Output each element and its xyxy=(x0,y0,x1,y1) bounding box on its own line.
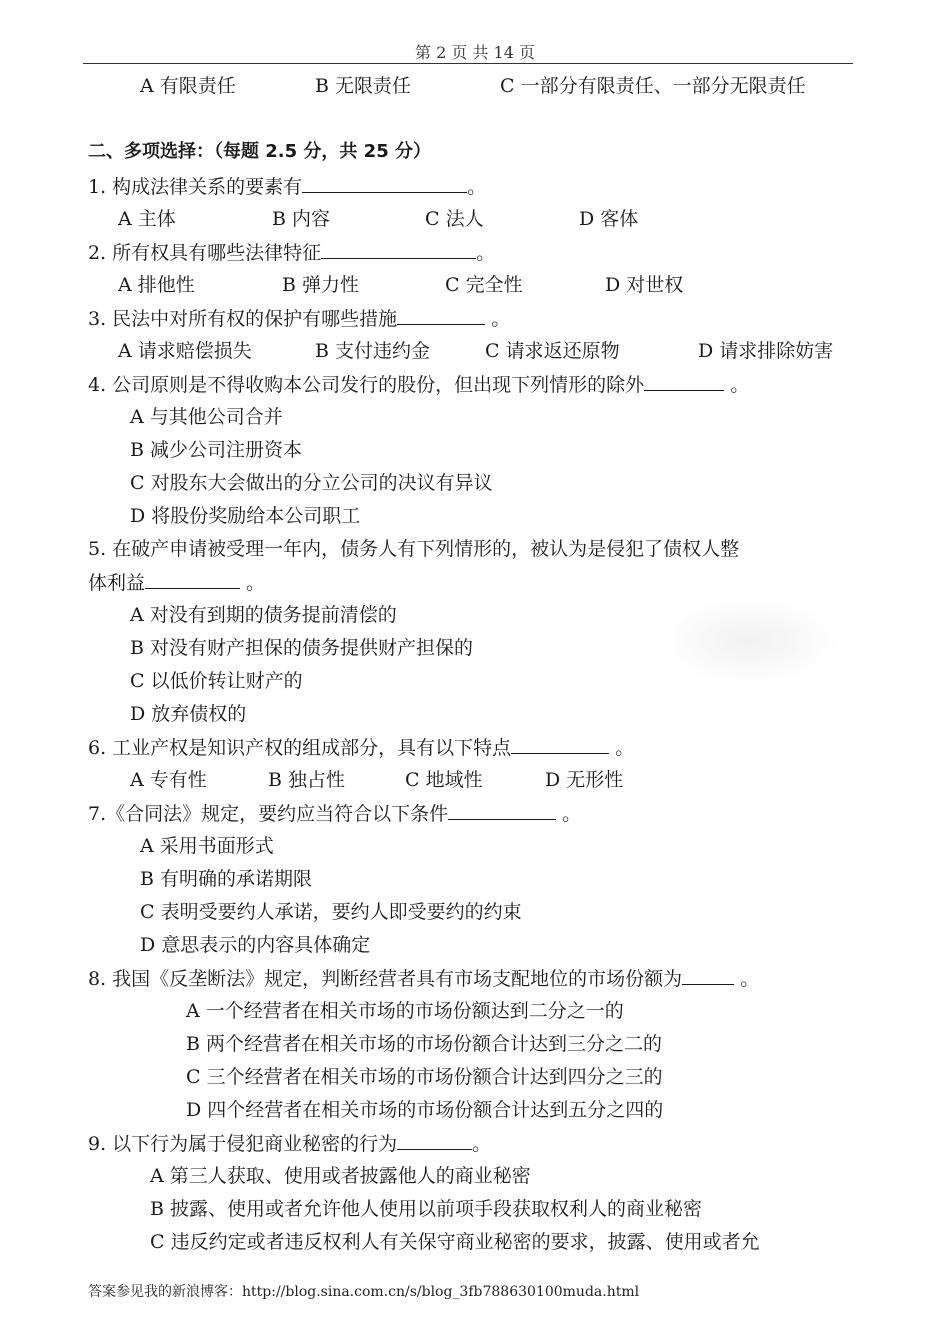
question-3: 3. 民法中对所有权的保护有哪些措施 。 xyxy=(88,308,511,330)
question-1-stem: 1. 构成法律关系的要素有 xyxy=(88,176,303,198)
question-3-stem: 3. 民法中对所有权的保护有哪些措施 xyxy=(88,308,398,330)
q6-option-c: C 地域性 xyxy=(405,769,483,791)
q5-option-b: B 对没有财产担保的债务提供财产担保的 xyxy=(130,637,474,659)
q6-option-d: D 无形性 xyxy=(545,769,624,791)
q6-option-a: A 专有性 xyxy=(130,769,207,791)
question-2: 2. 所有权具有哪些法律特征 。 xyxy=(88,242,496,264)
q4-option-a: A 与其他公司合并 xyxy=(130,406,283,428)
q7-option-c: C 表明受要约人承诺，要约人即受要约的约束 xyxy=(140,901,522,923)
q9-option-b: B 披露、使用或者允许他人使用以前项手段获取权利人的商业秘密 xyxy=(150,1198,703,1220)
q9-option-a: A 第三人获取、使用或者披露他人的商业秘密 xyxy=(150,1165,531,1187)
question-4-stem: 4. 公司原则是不得收购本公司发行的股份，但出现下列情形的除外 xyxy=(88,374,645,396)
answer-blank xyxy=(302,174,467,193)
q3-option-a: A 请求赔偿损失 xyxy=(118,340,252,362)
q6-option-b: B 独占性 xyxy=(268,769,346,791)
q3-option-c: C 请求返还原物 xyxy=(485,340,620,362)
question-5: 5. 在破产申请被受理一年内，债务人有下列情形的，被认为是侵犯了债权人整 xyxy=(88,538,740,560)
question-9-stem: 9. 以下行为属于侵犯商业秘密的行为 xyxy=(88,1133,398,1155)
prev-option-b: B 无限责任 xyxy=(315,75,412,97)
answer-blank xyxy=(321,240,476,259)
q8-option-a: A 一个经营者在相关市场的市场份额达到二分之一的 xyxy=(186,1000,624,1022)
q3-option-b: B 支付违约金 xyxy=(315,340,431,362)
q2-option-a: A 排他性 xyxy=(118,274,195,296)
question-4: 4. 公司原则是不得收购本公司发行的股份，但出现下列情形的除外 。 xyxy=(88,374,750,396)
question-9: 9. 以下行为属于侵犯商业秘密的行为 。 xyxy=(88,1133,492,1155)
q3-option-d: D 请求排除妨害 xyxy=(698,340,834,362)
header-rule xyxy=(83,63,853,64)
question-7-stem: 7.《合同法》规定，要约应当符合以下条件 xyxy=(88,803,449,825)
q5-option-c: C 以低价转让财产的 xyxy=(130,670,303,692)
question-8-stem: 8. 我国《反垄断法》规定，判断经营者具有市场支配地位的市场份额为 xyxy=(88,968,683,990)
question-6: 6. 工业产权是知识产权的组成部分，具有以下特点 。 xyxy=(88,737,635,759)
prev-option-a: A 有限责任 xyxy=(140,75,236,97)
answer-blank xyxy=(682,966,734,985)
answer-blank xyxy=(397,1131,472,1150)
question-5-cont: 体利益 。 xyxy=(88,572,266,594)
answer-blank xyxy=(511,735,609,754)
question-8: 8. 我国《反垄断法》规定，判断经营者具有市场支配地位的市场份额为 。 xyxy=(88,968,760,990)
q1-option-c: C 法人 xyxy=(425,208,484,230)
question-7: 7.《合同法》规定，要约应当符合以下条件 。 xyxy=(88,803,582,825)
q8-option-d: D 四个经营者在相关市场的市场份额合计达到五分之四的 xyxy=(186,1099,664,1121)
answer-blank xyxy=(448,801,556,820)
prev-option-c: C 一部分有限责任、一部分无限责任 xyxy=(500,75,806,97)
question-1: 1. 构成法律关系的要素有 。 xyxy=(88,176,487,198)
q2-option-b: B 弹力性 xyxy=(282,274,360,296)
q2-option-d: D 对世权 xyxy=(605,274,684,296)
answer-blank xyxy=(145,570,240,589)
q9-option-c: C 违反约定或者违反权利人有关保守商业秘密的要求，披露、使用或者允 xyxy=(150,1231,760,1253)
q7-option-b: B 有明确的承诺期限 xyxy=(140,868,313,890)
q2-option-c: C 完全性 xyxy=(445,274,523,296)
q4-option-c: C 对股东大会做出的分立公司的决议有异议 xyxy=(130,472,493,494)
q1-option-a: A 主体 xyxy=(118,208,176,230)
answer-blank xyxy=(644,372,724,391)
q7-option-d: D 意思表示的内容具体确定 xyxy=(140,934,371,956)
q7-option-a: A 采用书面形式 xyxy=(140,835,274,857)
q5-option-a: A 对没有到期的债务提前清偿的 xyxy=(130,604,397,626)
question-2-stem: 2. 所有权具有哪些法律特征 xyxy=(88,242,322,264)
section-title: 二、多项选择：（每题 2.5 分，共 25 分） xyxy=(88,141,432,162)
question-6-stem: 6. 工业产权是知识产权的组成部分，具有以下特点 xyxy=(88,737,512,759)
q1-option-b: B 内容 xyxy=(272,208,331,230)
q8-option-b: B 两个经营者在相关市场的市场份额合计达到三分之二的 xyxy=(186,1033,663,1055)
footer-blog-link[interactable]: 答案参见我的新浪博客：http://blog.sina.com.cn/s/blog_3fb788630100muda.html xyxy=(88,1284,640,1300)
q8-option-c: C 三个经营者在相关市场的市场份额合计达到四分之三的 xyxy=(186,1066,663,1088)
answer-blank xyxy=(397,306,485,325)
q4-option-d: D 将股份奖励给本公司职工 xyxy=(130,505,361,527)
q1-option-d: D 客体 xyxy=(579,208,639,230)
page-number: 第 2 页 共 14 页 xyxy=(415,43,535,62)
q5-option-d: D 放弃债权的 xyxy=(130,703,247,725)
scan-smudge xyxy=(660,596,840,686)
q4-option-b: B 减少公司注册资本 xyxy=(130,439,303,461)
